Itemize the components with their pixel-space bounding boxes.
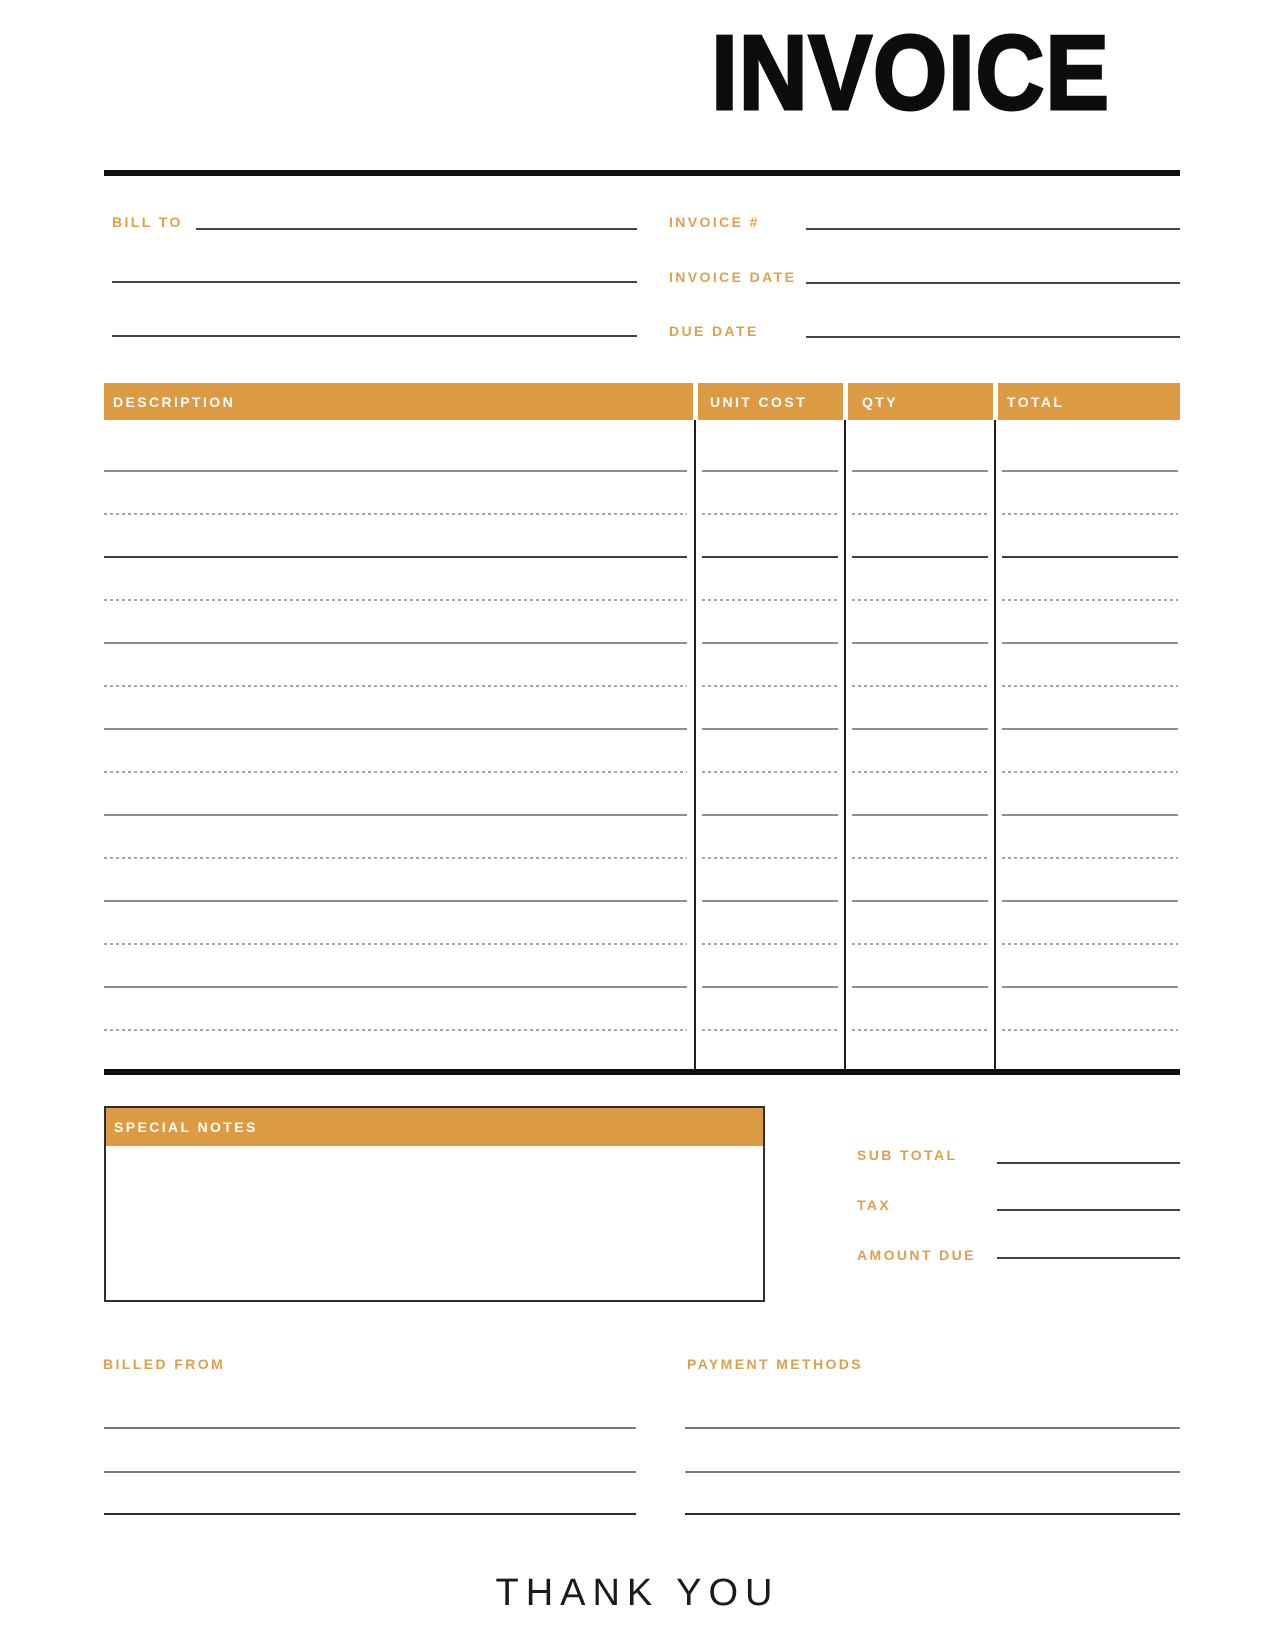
row-rule-solid xyxy=(1002,986,1178,988)
table-row-line[interactable] xyxy=(104,857,1180,859)
invoice-date-line[interactable] xyxy=(806,282,1180,284)
bill-to-line-3[interactable] xyxy=(112,335,637,337)
row-rule-solid xyxy=(1002,470,1178,472)
title-divider-rule xyxy=(104,170,1180,176)
row-rule-dashed xyxy=(702,857,838,859)
row-rule-solid xyxy=(852,900,988,902)
thank-you-text: THANK YOU xyxy=(495,1572,780,1614)
bill-to-label: BILL TO xyxy=(112,214,183,230)
row-rule-dashed xyxy=(702,771,838,773)
table-bottom-rule xyxy=(104,1069,1180,1075)
invoice-number-label: INVOICE # xyxy=(669,214,760,230)
payment-methods-line-2[interactable] xyxy=(685,1471,1180,1473)
sub-total-line[interactable] xyxy=(997,1162,1180,1164)
row-rule-solid xyxy=(1002,814,1178,816)
row-rule-solid xyxy=(702,900,838,902)
row-rule-solid xyxy=(702,556,838,558)
column-divider-3 xyxy=(994,420,996,1072)
billed-from-label: BILLED FROM xyxy=(103,1356,226,1372)
row-rule-dashed xyxy=(104,685,687,687)
table-row-line[interactable] xyxy=(104,771,1180,773)
row-rule-solid xyxy=(852,556,988,558)
column-divider-2 xyxy=(844,420,846,1072)
header-unit-cost: UNIT COST xyxy=(698,383,843,420)
row-rule-solid xyxy=(1002,900,1178,902)
payment-methods-line-1[interactable] xyxy=(685,1427,1180,1429)
row-rule-dashed xyxy=(702,599,838,601)
table-row-line[interactable] xyxy=(104,513,1180,515)
row-rule-solid xyxy=(702,986,838,988)
row-rule-solid xyxy=(702,642,838,644)
tax-label: TAX xyxy=(857,1197,892,1213)
row-rule-solid xyxy=(104,642,687,644)
row-rule-dashed xyxy=(104,1029,687,1031)
table-row-line[interactable] xyxy=(104,728,1180,730)
table-row-line[interactable] xyxy=(104,599,1180,601)
row-rule-dashed xyxy=(702,685,838,687)
table-row-line[interactable] xyxy=(104,642,1180,644)
row-rule-solid xyxy=(104,814,687,816)
billed-from-line-1[interactable] xyxy=(104,1427,636,1429)
row-rule-dashed xyxy=(852,685,988,687)
row-rule-solid xyxy=(852,814,988,816)
row-rule-dashed xyxy=(1002,1029,1178,1031)
row-rule-dashed xyxy=(852,857,988,859)
table-row-line[interactable] xyxy=(104,943,1180,945)
column-divider-1 xyxy=(694,420,696,1072)
row-rule-dashed xyxy=(1002,943,1178,945)
items-table-header xyxy=(104,383,1180,420)
row-rule-dashed xyxy=(702,1029,838,1031)
row-rule-dashed xyxy=(852,1029,988,1031)
special-notes-area[interactable] xyxy=(106,1146,763,1300)
row-rule-solid xyxy=(104,900,687,902)
bill-to-line-1[interactable] xyxy=(196,228,637,230)
row-rule-solid xyxy=(104,470,687,472)
due-date-line[interactable] xyxy=(806,336,1180,338)
payment-methods-line-3[interactable] xyxy=(685,1513,1180,1515)
invoice-number-line[interactable] xyxy=(806,228,1180,230)
row-rule-dashed xyxy=(702,943,838,945)
row-rule-dashed xyxy=(104,599,687,601)
row-rule-solid xyxy=(852,986,988,988)
row-rule-dashed xyxy=(1002,771,1178,773)
table-row-line[interactable] xyxy=(104,556,1180,558)
row-rule-dashed xyxy=(104,513,687,515)
row-rule-solid xyxy=(702,814,838,816)
row-rule-dashed xyxy=(104,857,687,859)
table-row-line[interactable] xyxy=(104,986,1180,988)
row-rule-dashed xyxy=(852,771,988,773)
table-row-line[interactable] xyxy=(104,685,1180,687)
row-rule-dashed xyxy=(852,513,988,515)
tax-line[interactable] xyxy=(997,1209,1180,1211)
amount-due-line[interactable] xyxy=(997,1257,1180,1259)
items-table-body[interactable] xyxy=(104,420,1180,1072)
payment-methods-label: PAYMENT METHODS xyxy=(687,1356,864,1372)
row-rule-solid xyxy=(104,728,687,730)
invoice-date-label: INVOICE DATE xyxy=(669,269,797,285)
table-row-line[interactable] xyxy=(104,470,1180,472)
header-total: TOTAL xyxy=(998,383,1180,420)
special-notes-label: SPECIAL NOTES xyxy=(106,1108,763,1146)
row-rule-solid xyxy=(104,556,687,558)
header-description: DESCRIPTION xyxy=(104,383,693,420)
row-rule-solid xyxy=(1002,728,1178,730)
row-rule-dashed xyxy=(1002,857,1178,859)
row-rule-solid xyxy=(702,728,838,730)
sub-total-label: SUB TOTAL xyxy=(857,1147,958,1163)
amount-due-label: AMOUNT DUE xyxy=(857,1247,976,1263)
row-rule-solid xyxy=(1002,556,1178,558)
row-rule-dashed xyxy=(104,943,687,945)
row-rule-dashed xyxy=(852,943,988,945)
row-rule-solid xyxy=(852,728,988,730)
table-row-line[interactable] xyxy=(104,1029,1180,1031)
row-rule-dashed xyxy=(1002,513,1178,515)
billed-from-line-2[interactable] xyxy=(104,1471,636,1473)
table-row-line[interactable] xyxy=(104,900,1180,902)
row-rule-solid xyxy=(852,642,988,644)
page-title: INVOICE xyxy=(711,14,1110,132)
row-rule-dashed xyxy=(702,513,838,515)
row-rule-dashed xyxy=(104,771,687,773)
due-date-label: DUE DATE xyxy=(669,323,759,339)
table-row-line[interactable] xyxy=(104,814,1180,816)
row-rule-solid xyxy=(1002,642,1178,644)
header-qty: QTY xyxy=(848,383,993,420)
row-rule-dashed xyxy=(852,599,988,601)
row-rule-solid xyxy=(702,470,838,472)
bill-to-line-2[interactable] xyxy=(112,281,637,283)
row-rule-dashed xyxy=(1002,685,1178,687)
special-notes-box[interactable] xyxy=(104,1106,765,1302)
row-rule-solid xyxy=(104,986,687,988)
billed-from-line-3[interactable] xyxy=(104,1513,636,1515)
row-rule-solid xyxy=(852,470,988,472)
row-rule-dashed xyxy=(1002,599,1178,601)
